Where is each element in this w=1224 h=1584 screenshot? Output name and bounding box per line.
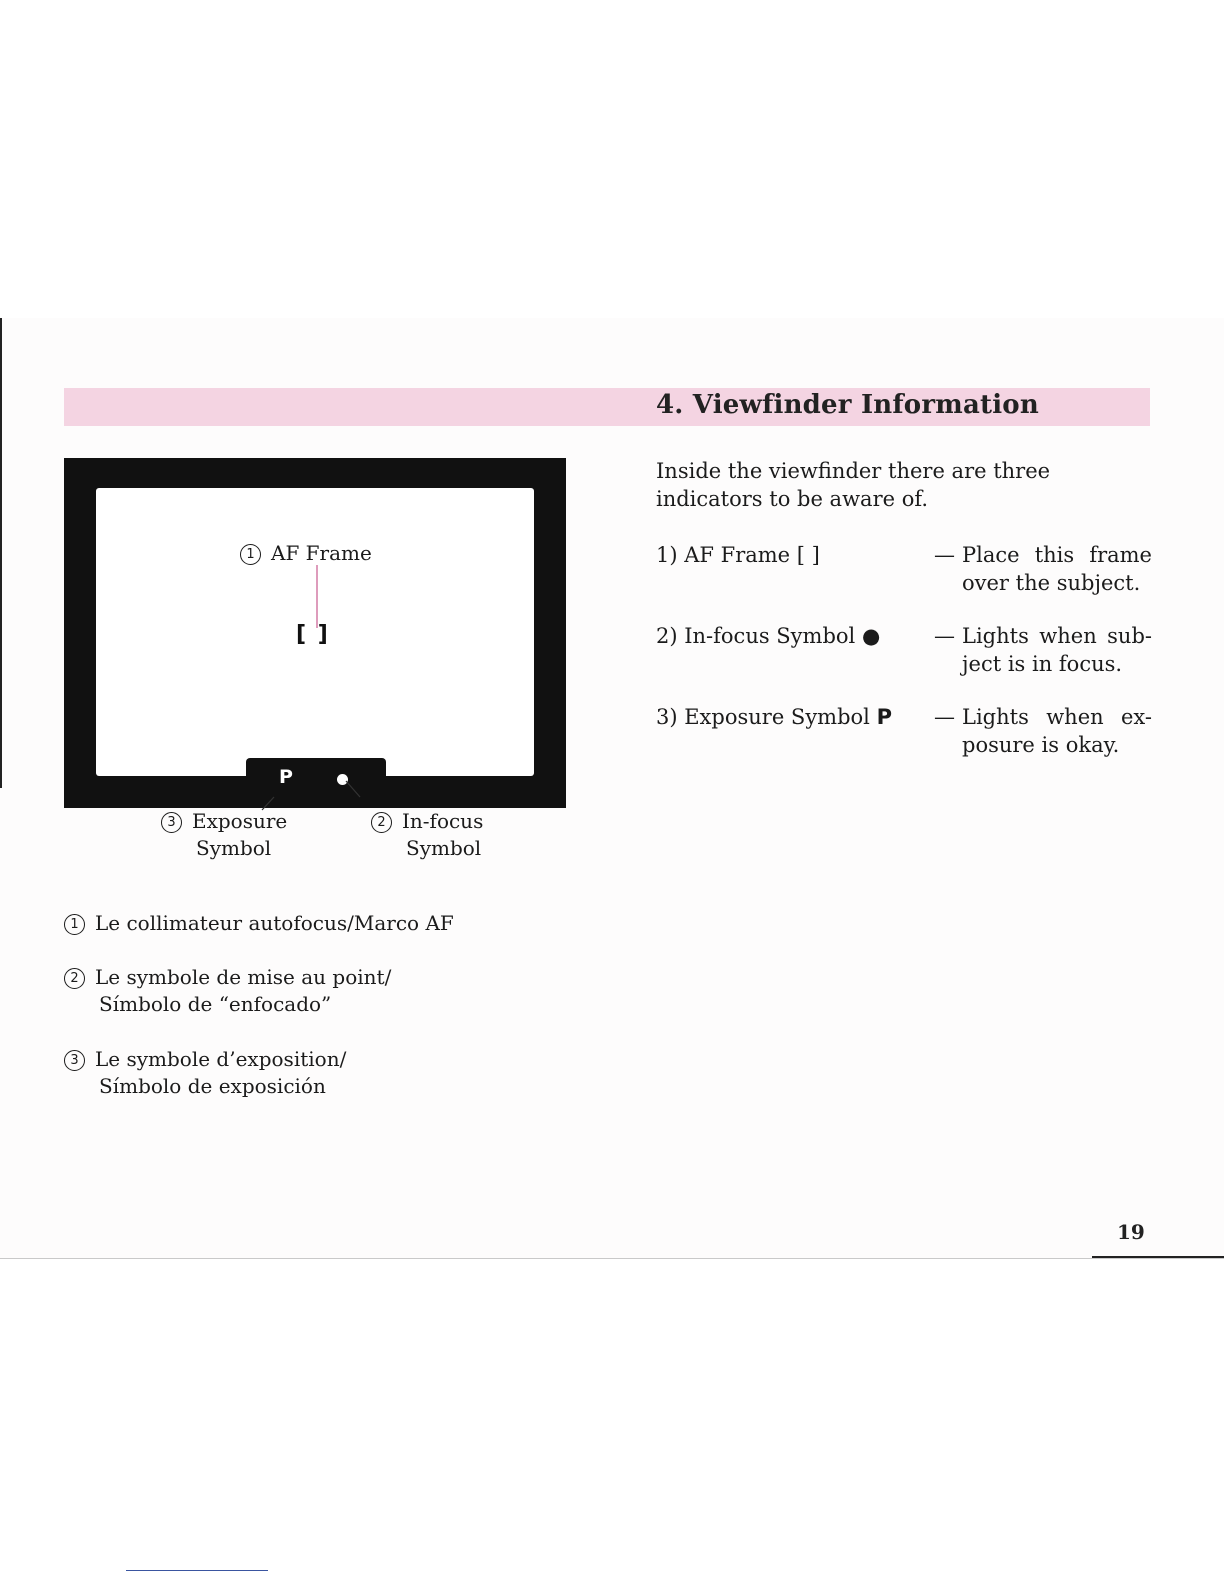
callout-number: 2 bbox=[371, 812, 392, 833]
exposure-symbol-callout bbox=[161, 808, 287, 835]
indicator-desc-line1: Lights when sub- bbox=[962, 624, 1152, 648]
indicator-dash: — bbox=[934, 705, 955, 729]
exposure-p-symbol: P bbox=[876, 705, 892, 729]
infocus-callout-line2: Symbol bbox=[406, 836, 482, 860]
indicator-desc-line2: over the subject. bbox=[962, 571, 1141, 595]
indicator-term bbox=[656, 703, 892, 731]
translation-item bbox=[64, 1046, 346, 1073]
section-title: 4. Viewfinder Information bbox=[656, 390, 1039, 420]
callout-number: 3 bbox=[161, 812, 182, 833]
indicator-desc-line2: posure is okay. bbox=[962, 733, 1120, 757]
exposure-callout-line2: Symbol bbox=[196, 836, 272, 860]
exposure-callout-line1: Exposure bbox=[192, 809, 288, 833]
indicator-description bbox=[962, 703, 1152, 759]
translation-line2: Símbolo de “enfocado” bbox=[99, 992, 332, 1016]
indicator-description bbox=[962, 622, 1152, 678]
translation-number: 3 bbox=[64, 1050, 85, 1071]
af-frame-callout bbox=[240, 540, 372, 567]
translation-number: 2 bbox=[64, 968, 85, 989]
indicator-term-text: 3) Exposure Symbol bbox=[656, 705, 877, 729]
exposure-symbol-p: P bbox=[279, 766, 293, 788]
translation-number: 1 bbox=[64, 914, 85, 935]
af-frame-callout-text: AF Frame bbox=[271, 541, 372, 565]
translation-line1: Le collimateur autofocus/Marco AF bbox=[95, 911, 454, 935]
indicator-desc-line1: Place this frame bbox=[962, 543, 1152, 567]
indicator-desc-line1: Lights when ex- bbox=[962, 705, 1152, 729]
indicator-dash: — bbox=[934, 543, 955, 567]
translation-line2: Símbolo de exposición bbox=[99, 1074, 326, 1098]
infocus-callout-line1: In-focus bbox=[402, 809, 484, 833]
translation-item bbox=[64, 964, 391, 991]
translation-line1: Le symbole d’exposition/ bbox=[95, 1047, 347, 1071]
callout-number: 1 bbox=[240, 544, 261, 565]
intro-paragraph: Inside the viewfinder there are three indicators to be aware of. bbox=[656, 459, 1051, 511]
in-focus-symbol-callout bbox=[371, 808, 483, 835]
translation-item bbox=[64, 910, 454, 937]
indicator-description bbox=[962, 541, 1152, 597]
indicator-dash: — bbox=[934, 624, 955, 648]
page-bottom-rule bbox=[0, 1258, 1224, 1259]
footer-underline bbox=[126, 1570, 268, 1571]
af-frame-bracket-icon: [ ] bbox=[296, 622, 330, 647]
page-number: 19 bbox=[1117, 1220, 1145, 1244]
indicator-term: 1) AF Frame [ ] bbox=[656, 543, 820, 567]
indicator-desc-line2: ject is in focus. bbox=[962, 652, 1123, 676]
indicator-term: 2) In-focus Symbol ● bbox=[656, 624, 881, 648]
translation-line1: Le symbole de mise au point/ bbox=[95, 965, 392, 989]
